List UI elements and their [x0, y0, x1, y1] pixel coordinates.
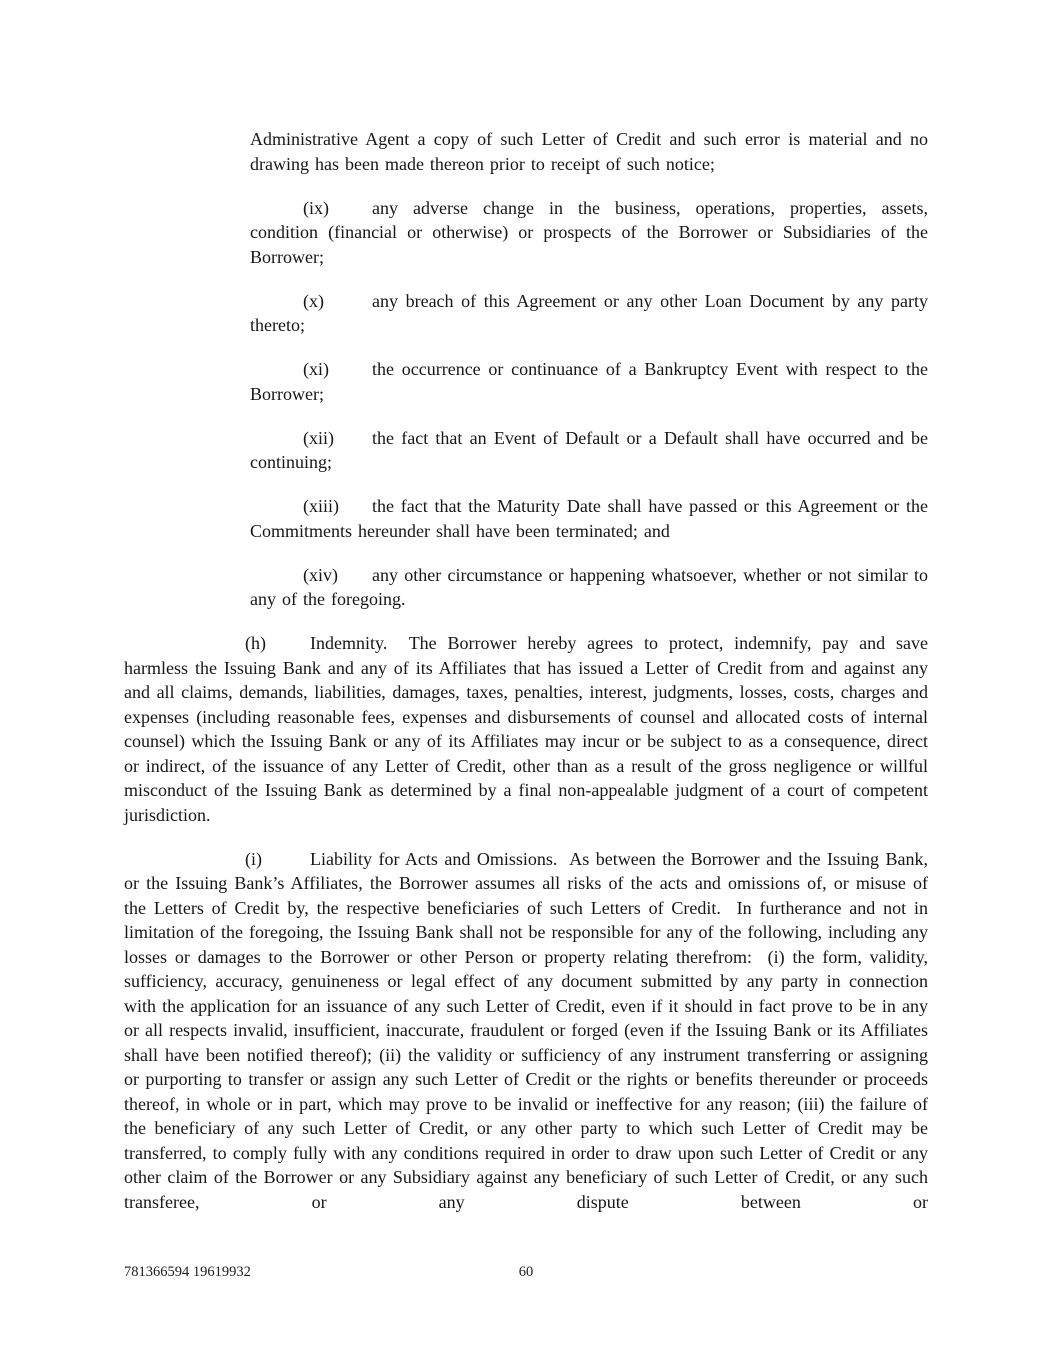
- paragraph: [250, 357, 928, 406]
- document-id: 781366594 19619932: [124, 1264, 251, 1280]
- paragraph: [124, 631, 928, 827]
- paragraph: [250, 426, 928, 475]
- paragraph: [124, 847, 928, 1215]
- paragraph-text: Indemnity. The Borrower hereby agrees to protect, indemnify, pay and save harmless the Issuing Bank and any of its Affiliates that has issued a Letter of Credit from and against any and all claims, demands, liabilities, damages, taxes, penalties, interest, judgments, losses, costs, charges and expenses (including reasonable fees, expenses and disbursements of counsel and allocated costs of internal counsel) which the Issuing Bank or any of its Affiliates may incur or be subject to as a consequence, direct or indirect, of the issuance of any Letter of Credit, other than as a result of the gross negligence or willful misconduct of the Issuing Bank as determined by a final non-appealable judgment of a court of competent jurisdiction.: [124, 633, 928, 825]
- paragraph-text: the fact that an Event of Default or a Default shall have occurred and be continuing;: [250, 427, 928, 472]
- paragraph-text: Administrative Agent a copy of such Letter of Credit and such error is material and no drawing has been made thereon prior to receipt of such notice;: [250, 129, 928, 174]
- paragraph-text: the fact that the Maturity Date shall have passed or this Agreement or the Commitments hereunder shall have been terminated; and: [250, 496, 928, 541]
- paragraph-marker: (xii): [303, 427, 334, 448]
- paragraph-text: any adverse change in the business, operations, properties, assets, condition (financial or otherwise) or prospects of the Borrower or Subsidiaries of the Borrower;: [250, 197, 928, 267]
- paragraph-marker: (i): [245, 848, 262, 869]
- paragraph: [250, 494, 928, 543]
- paragraph: [250, 289, 928, 338]
- paragraph-text: any other circumstance or happening whatsoever, whether or not similar to any of the foregoing.: [250, 564, 928, 609]
- paragraph-text: Liability for Acts and Omissions. As between the Borrower and the Issuing Bank, or the Issuing Bank’s Affiliates, the Borrower assumes all risks of the acts and omissions of, or misuse of the Letters of Credit by, the respective beneficiaries of such Letters of Credit. In furtherance and not in limitation of the foregoing, the Issuing Bank shall not be responsible for any of the following, including any losses or damages to the Borrower or other Person or property relating therefrom: (i) the form, validity, sufficiency, accuracy, genuineness or legal effect of any document submitted by any party in connection with the application for an issuance of any such Letter of Credit, even if it should in fact prove to be in any or all respects invalid, insufficient, inaccurate, fraudulent or forged (even if the Issuing Bank or its Affiliates shall have been notified thereof); (ii) the validity or sufficiency of any instrument transferring or assigning or purporting to transfer or assign any such Letter of Credit or the rights or benefits thereunder or proceeds thereof, in whole or in part, which may prove to be invalid or ineffective for any reason; (iii) the failure of the beneficiary of any such Letter of Credit, or any other party to which such Letter of Credit may be transferred, to comply fully with any conditions required in order to draw upon such Letter of Credit or any other claim of the Borrower or any Subsidiary against any beneficiary of such Letter of Credit, or any such transferee, or any dispute between or: [124, 848, 928, 1212]
- page-number: 60: [518, 1264, 534, 1280]
- paragraph-marker: (x): [303, 290, 324, 311]
- paragraph-marker: (xi): [303, 359, 329, 379]
- document-body: [124, 127, 928, 1234]
- paragraph-marker: (h): [245, 633, 266, 653]
- paragraph-marker: (xiv): [303, 564, 338, 585]
- page-footer: [124, 1263, 928, 1285]
- paragraph-marker: (xiii): [303, 496, 339, 516]
- paragraph-marker: (ix): [303, 197, 329, 218]
- paragraph-text: any breach of this Agreement or any other Loan Document by any party thereto;: [250, 290, 928, 335]
- paragraph: [250, 127, 928, 176]
- paragraph-text: the occurrence or continuance of a Bankruptcy Event with respect to the Borrower;: [250, 359, 928, 404]
- paragraph: [250, 563, 928, 612]
- paragraph: [250, 196, 928, 270]
